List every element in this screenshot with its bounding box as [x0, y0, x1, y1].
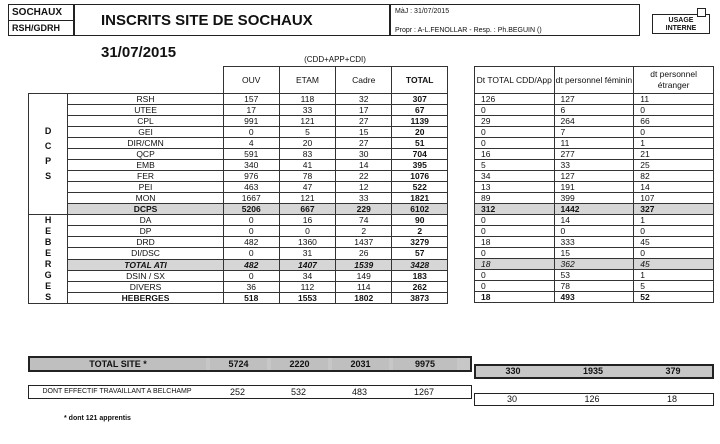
cell-total: 67: [392, 105, 448, 116]
cell-cadre: 30: [336, 149, 392, 160]
cell-cadre: 27: [336, 138, 392, 149]
row-label: TOTAL ATI: [68, 259, 223, 270]
cell-cdd: 0: [475, 138, 555, 149]
side-row: [475, 215, 714, 226]
group-letter: S: [45, 292, 52, 302]
belchamp-cdd: 30: [506, 394, 517, 404]
cell-total: 307: [392, 94, 448, 105]
cell-ouv: 0: [223, 248, 279, 259]
cell-etam: 1407: [279, 259, 335, 270]
cell-cdd: 34: [475, 171, 555, 182]
company-name: SOCHAUX: [9, 5, 73, 21]
cell-total: 1139: [392, 116, 448, 127]
table-row: [29, 127, 448, 138]
table-row: [29, 182, 448, 193]
belchamp-side-row: [474, 393, 714, 406]
cell-etranger: 1: [634, 138, 714, 149]
side-row: [475, 226, 714, 237]
cell-etam: 1360: [279, 237, 335, 248]
cell-cdd: 16: [475, 149, 555, 160]
cell-feminin: 53: [554, 270, 634, 281]
header-org-box: [8, 4, 74, 36]
table-row: [29, 248, 448, 259]
cell-total: 522: [392, 182, 448, 193]
cell-cadre: 114: [336, 281, 392, 292]
header-meta: [390, 4, 640, 36]
cell-cdd: 5: [475, 160, 555, 171]
cell-feminin: 15: [554, 248, 634, 259]
cell-total: 20: [392, 127, 448, 138]
cell-etam: 121: [279, 193, 335, 204]
total-site-feminin: 1935: [582, 366, 604, 376]
table-row: [29, 171, 448, 182]
cell-cdd: 0: [475, 248, 555, 259]
row-label: DRD: [68, 237, 223, 248]
col-header-feminin: dt personnel féminin: [554, 67, 634, 94]
cell-etranger: 0: [634, 226, 714, 237]
row-label: MON: [68, 193, 223, 204]
col-header-total: TOTAL: [392, 67, 448, 94]
col-header-etam: ETAM: [279, 67, 335, 94]
row-label: EMB: [68, 160, 223, 171]
update-date: MàJ : 31/07/2015: [395, 8, 450, 15]
cell-cdd: 89: [475, 193, 555, 204]
table-row: [29, 138, 448, 149]
group-heberges: [29, 215, 68, 304]
cell-ouv: 991: [223, 116, 279, 127]
side-row: [475, 160, 714, 171]
cell-cdd: 13: [475, 182, 555, 193]
side-row: [475, 116, 714, 127]
side-table: [474, 66, 714, 303]
cell-total: 704: [392, 149, 448, 160]
total-site-row: [28, 356, 472, 372]
cell-etranger: 1: [634, 215, 714, 226]
cell-cadre: 12: [336, 182, 392, 193]
cell-etranger: 52: [634, 292, 714, 303]
row-label: DA: [68, 215, 223, 226]
group-letter: D: [44, 126, 52, 136]
cell-ouv: 0: [223, 127, 279, 138]
cell-cadre: 74: [336, 215, 392, 226]
cell-cadre: 14: [336, 160, 392, 171]
belchamp-cadre: 483: [351, 387, 368, 397]
group-letter: P: [45, 156, 52, 166]
belchamp-row: [28, 385, 472, 399]
cell-cadre: 27: [336, 116, 392, 127]
cell-etam: 31: [279, 248, 335, 259]
cell-ouv: 482: [223, 259, 279, 270]
cell-ouv: 518: [223, 292, 279, 303]
cell-feminin: 333: [554, 237, 634, 248]
group-letter: E: [45, 281, 52, 291]
cell-cadre: 1802: [336, 292, 392, 303]
row-label: RSH: [68, 94, 223, 105]
belchamp-ouv: 252: [229, 387, 246, 397]
cell-etranger: 0: [634, 105, 714, 116]
cell-feminin: 11: [554, 138, 634, 149]
cell-etranger: 327: [634, 204, 714, 215]
cell-ouv: 0: [223, 270, 279, 281]
main-table: [28, 66, 448, 304]
cell-feminin: 264: [554, 116, 634, 127]
cell-cadre: 22: [336, 171, 392, 182]
total-site-etranger: 379: [665, 366, 681, 376]
cell-etam: 1553: [279, 292, 335, 303]
department-name: RSH/GDRH: [12, 23, 61, 33]
col-header-ouv: OUV: [223, 67, 279, 94]
group-letter: S: [45, 171, 52, 181]
cell-cadre: 2: [336, 226, 392, 237]
cell-ouv: 157: [223, 94, 279, 105]
cell-ouv: 482: [223, 237, 279, 248]
cell-feminin: 6: [554, 105, 634, 116]
col-header-cadre: Cadre: [336, 67, 392, 94]
table-row: [29, 149, 448, 160]
total-site-label: TOTAL SITE *: [30, 358, 206, 370]
belchamp-feminin: 126: [584, 394, 600, 404]
row-label: DCPS: [68, 204, 223, 215]
cell-cdd: 0: [475, 270, 555, 281]
cell-etam: 20: [279, 138, 335, 149]
usage-label-2: INTERNE: [665, 25, 697, 32]
cell-cadre: 33: [336, 193, 392, 204]
cell-cdd: 126: [475, 94, 555, 105]
table-row: [29, 270, 448, 281]
group-letter: G: [44, 270, 52, 280]
cell-cdd: 18: [475, 259, 555, 270]
cell-etranger: 5: [634, 281, 714, 292]
total-site-total: 9975: [393, 358, 457, 370]
cell-etranger: 82: [634, 171, 714, 182]
side-row: [475, 248, 714, 259]
table-row: [29, 105, 448, 116]
row-label: DIR/CMN: [68, 138, 223, 149]
usage-badge: [652, 14, 710, 34]
cell-total: 90: [392, 215, 448, 226]
cell-total: 183: [392, 270, 448, 281]
cell-etam: 34: [279, 270, 335, 281]
cell-etam: 41: [279, 160, 335, 171]
cell-cdd: 0: [475, 127, 555, 138]
side-row: [475, 149, 714, 160]
cell-total: 395: [392, 160, 448, 171]
belchamp-total: 1267: [413, 387, 435, 397]
row-label: HEBERGES: [68, 292, 223, 303]
cell-ouv: 591: [223, 149, 279, 160]
group-letter: E: [45, 248, 52, 258]
table-row: [29, 259, 448, 270]
group-letter: C: [44, 141, 52, 151]
cell-total: 51: [392, 138, 448, 149]
group-letter: R: [44, 259, 52, 269]
cell-feminin: 1442: [554, 204, 634, 215]
cell-feminin: 33: [554, 160, 634, 171]
side-row: [475, 281, 714, 292]
cell-cadre: 17: [336, 105, 392, 116]
cell-etranger: 45: [634, 259, 714, 270]
table-row: [29, 160, 448, 171]
cell-etranger: 11: [634, 94, 714, 105]
footnote: * dont 121 apprentis: [64, 415, 131, 422]
cell-cadre: 15: [336, 127, 392, 138]
cell-etam: 112: [279, 281, 335, 292]
contract-subheader: (CDD+APP+CDI): [304, 55, 366, 64]
table-row: [29, 226, 448, 237]
cell-total: 262: [392, 281, 448, 292]
cell-cadre: 32: [336, 94, 392, 105]
cell-ouv: 976: [223, 171, 279, 182]
cell-cdd: 0: [475, 105, 555, 116]
cell-etam: 0: [279, 226, 335, 237]
row-label: UTEE: [68, 105, 223, 116]
cell-ouv: 17: [223, 105, 279, 116]
table-row: [29, 193, 448, 204]
total-site-side-row: [474, 364, 714, 379]
cell-total: 3279: [392, 237, 448, 248]
cell-feminin: 14: [554, 215, 634, 226]
total-site-cdd: 330: [505, 366, 521, 376]
row-label: QCP: [68, 149, 223, 160]
cell-cadre: 229: [336, 204, 392, 215]
cell-total: 1076: [392, 171, 448, 182]
cell-total: 3873: [392, 292, 448, 303]
belchamp-etam: 532: [290, 387, 307, 397]
cell-ouv: 0: [223, 226, 279, 237]
cell-total: 3428: [392, 259, 448, 270]
group-letter: H: [44, 215, 52, 225]
row-label: GEI: [68, 127, 223, 138]
side-row: [475, 94, 714, 105]
side-row: [475, 270, 714, 281]
side-row: [475, 138, 714, 149]
row-label: PEI: [68, 182, 223, 193]
cell-feminin: 127: [554, 171, 634, 182]
cell-etranger: 0: [634, 127, 714, 138]
cell-cdd: 0: [475, 215, 555, 226]
side-row: [475, 204, 714, 215]
cell-ouv: 463: [223, 182, 279, 193]
side-row: [475, 127, 714, 138]
cell-ouv: 4: [223, 138, 279, 149]
side-row: [475, 237, 714, 248]
side-row: [475, 171, 714, 182]
group-letter: E: [45, 226, 52, 236]
cell-ouv: 36: [223, 281, 279, 292]
cell-ouv: 0: [223, 215, 279, 226]
cell-cdd: 29: [475, 116, 555, 127]
col-header-cdd: Dt TOTAL CDD/App: [475, 67, 555, 94]
cell-feminin: 493: [554, 292, 634, 303]
row-label: FER: [68, 171, 223, 182]
cell-feminin: 127: [554, 94, 634, 105]
usage-label-1: USAGE: [668, 17, 694, 24]
side-row: [475, 193, 714, 204]
total-site-etam: 2220: [271, 358, 328, 370]
page-title: INSCRITS SITE DE SOCHAUX 31/07/2015: [74, 4, 390, 36]
row-label: CPL: [68, 116, 223, 127]
table-row: [29, 116, 448, 127]
cell-etam: 47: [279, 182, 335, 193]
cell-feminin: 191: [554, 182, 634, 193]
table-row: [29, 204, 448, 215]
cell-etam: 83: [279, 149, 335, 160]
cell-etam: 667: [279, 204, 335, 215]
cell-cdd: 18: [475, 237, 555, 248]
cell-feminin: 0: [554, 226, 634, 237]
cell-total: 1821: [392, 193, 448, 204]
side-row: [475, 292, 714, 303]
belchamp-label: DONT EFFECTIF TRAVAILLANT A BELCHAMP: [42, 388, 192, 395]
group-letter: B: [44, 237, 52, 247]
table-row: [29, 292, 448, 303]
row-label: DI/DSC: [68, 248, 223, 259]
owner-info: Propr : A-L.FENOLLAR - Resp. : Ph.BEGUIN (): [395, 27, 542, 34]
usage-checkbox: [697, 8, 706, 17]
cell-cdd: 0: [475, 226, 555, 237]
table-row: [29, 94, 448, 105]
cell-feminin: 277: [554, 149, 634, 160]
cell-cdd: 18: [475, 292, 555, 303]
cell-etranger: 0: [634, 248, 714, 259]
cell-total: 57: [392, 248, 448, 259]
cell-etranger: 1: [634, 270, 714, 281]
cell-cadre: 26: [336, 248, 392, 259]
cell-total: 2: [392, 226, 448, 237]
table-row: [29, 281, 448, 292]
cell-cadre: 1437: [336, 237, 392, 248]
cell-ouv: 1667: [223, 193, 279, 204]
cell-total: 6102: [392, 204, 448, 215]
col-header-etranger: dt personnel étranger: [634, 67, 714, 94]
cell-etranger: 25: [634, 160, 714, 171]
cell-ouv: 340: [223, 160, 279, 171]
table-row: [29, 237, 448, 248]
cell-etranger: 14: [634, 182, 714, 193]
cell-etranger: 45: [634, 237, 714, 248]
side-row: [475, 259, 714, 270]
row-label: DSIN / SX: [68, 270, 223, 281]
side-row: [475, 105, 714, 116]
total-site-cadre: 2031: [332, 358, 389, 370]
table-row: [29, 215, 448, 226]
cell-etam: 33: [279, 105, 335, 116]
cell-feminin: 362: [554, 259, 634, 270]
cell-cadre: 149: [336, 270, 392, 281]
group-dcps: [29, 94, 68, 215]
cell-feminin: 78: [554, 281, 634, 292]
cell-etranger: 107: [634, 193, 714, 204]
row-label: DP: [68, 226, 223, 237]
cell-ouv: 5206: [223, 204, 279, 215]
cell-feminin: 7: [554, 127, 634, 138]
cell-etranger: 21: [634, 149, 714, 160]
cell-etam: 16: [279, 215, 335, 226]
row-label: DIVERS: [68, 281, 223, 292]
total-site-ouv: 5724: [210, 358, 267, 370]
cell-feminin: 399: [554, 193, 634, 204]
belchamp-etranger: 18: [666, 394, 677, 404]
cell-cdd: 312: [475, 204, 555, 215]
side-row: [475, 182, 714, 193]
cell-etranger: 66: [634, 116, 714, 127]
cell-etam: 5: [279, 127, 335, 138]
cell-cdd: 0: [475, 281, 555, 292]
cell-cadre: 1539: [336, 259, 392, 270]
cell-etam: 78: [279, 171, 335, 182]
cell-etam: 118: [279, 94, 335, 105]
cell-etam: 121: [279, 116, 335, 127]
